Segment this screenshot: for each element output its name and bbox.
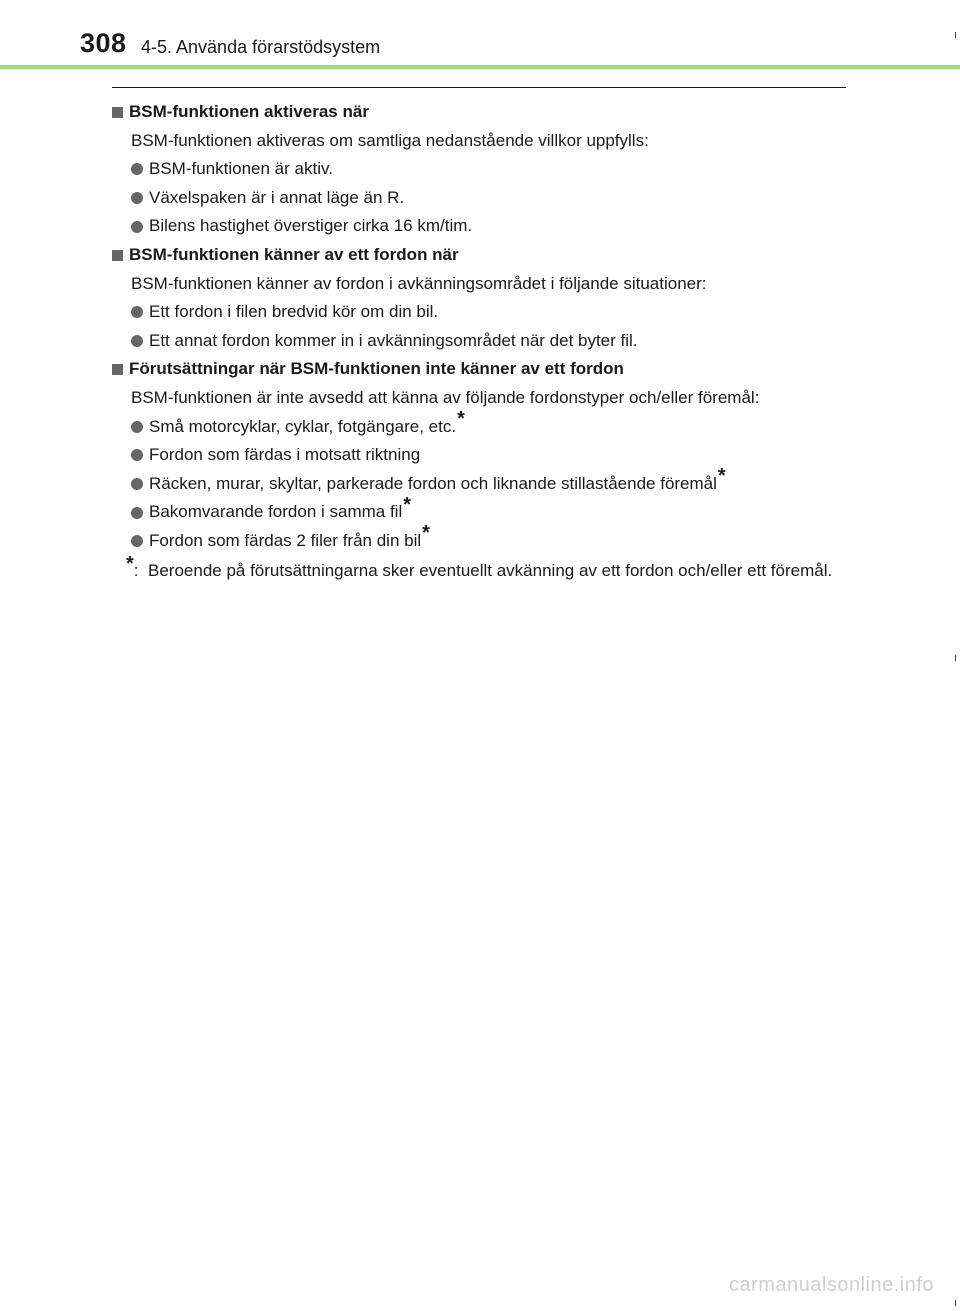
footnote-asterisk: * [717,465,726,488]
section-title: 4-5. Använda förarstödsystem [141,37,381,57]
crop-mark [955,655,956,661]
list-item-text: Fordon som färdas 2 filer från din bil [149,530,422,550]
section-heading [112,98,842,127]
crop-mark [955,1300,956,1306]
list-item [112,493,842,527]
circle-bullet-icon [131,507,143,519]
list-item [112,184,842,213]
section-intro: BSM-funktionen är inte avsedd att känna av följande fordonstyper och/eller föremål: [131,387,760,407]
section-heading [112,355,842,384]
watermark: carmanualsonline.info [728,1274,934,1296]
footnote-asterisk: * [422,522,430,545]
list-item [112,522,842,556]
circle-bullet-icon [131,163,143,175]
list-item [112,441,842,470]
footnote-text: Beroende på förutsättningarna sker eventuellt avkänning av ett fordon och/eller ett föremål. [148,560,833,580]
list-item-text: Bilens hastighet överstiger cirka 16 km/tim. [149,216,473,236]
list-item-text: BSM-funktionen är aktiv. [149,159,333,179]
circle-bullet-icon [131,421,143,433]
section-heading-text: BSM-funktionen känner av ett fordon när [129,244,459,264]
square-bullet-icon [112,364,123,375]
section-heading-text: Förutsättningar när BSM-funktionen inte känner av ett fordon [129,359,624,379]
list-item [112,407,842,442]
circle-bullet-icon [131,221,143,233]
list-item-text: Ett annat fordon kommer in i avkänningsområdet när det byter fil. [149,330,638,350]
list-item [112,298,842,327]
section-heading [112,241,842,270]
square-bullet-icon [112,107,123,118]
page-content [112,98,842,584]
list-item-text: Ett fordon i filen bredvid kör om din bil. [149,302,439,322]
section-intro: BSM-funktionen känner av fordon i avkänningsområdet i följande situationer: [131,273,707,293]
circle-bullet-icon [131,535,143,547]
list-item [112,155,842,184]
circle-bullet-icon [131,478,143,490]
footnote-asterisk: * [126,552,134,575]
square-bullet-icon [112,250,123,261]
list-item [112,465,842,499]
list-item [112,327,842,356]
footnote [112,552,842,584]
circle-bullet-icon [131,449,143,461]
section-intro: BSM-funktionen aktiveras om samtliga nedanstående villkor uppfylls: [131,130,649,150]
list-item-text: Fordon som färdas i motsatt riktning [149,445,421,465]
footnote-asterisk: * [403,493,412,516]
list-item-text: Räcken, murar, skyltar, parkerade fordon och liknande stillastående föremål [149,473,717,493]
page-number: 308 [80,28,127,58]
list-item-text: Små motorcyklar, cyklar, fotgängare, etc. [149,416,457,436]
list-item-text: Bakomvarande fordon i samma fil [149,502,403,522]
list-item-text: Växelspaken är i annat läge än R. [149,187,405,207]
content-top-rule [112,87,846,88]
circle-bullet-icon [131,192,143,204]
footnote-separator: : [133,560,139,580]
footnote-asterisk: * [457,407,465,430]
circle-bullet-icon [131,306,143,318]
footnote-marker [126,552,148,584]
circle-bullet-icon [131,335,143,347]
crop-mark [955,32,956,38]
list-item [112,212,842,241]
section-heading-text: BSM-funktionen aktiveras när [129,102,369,121]
header-rule [0,65,960,69]
